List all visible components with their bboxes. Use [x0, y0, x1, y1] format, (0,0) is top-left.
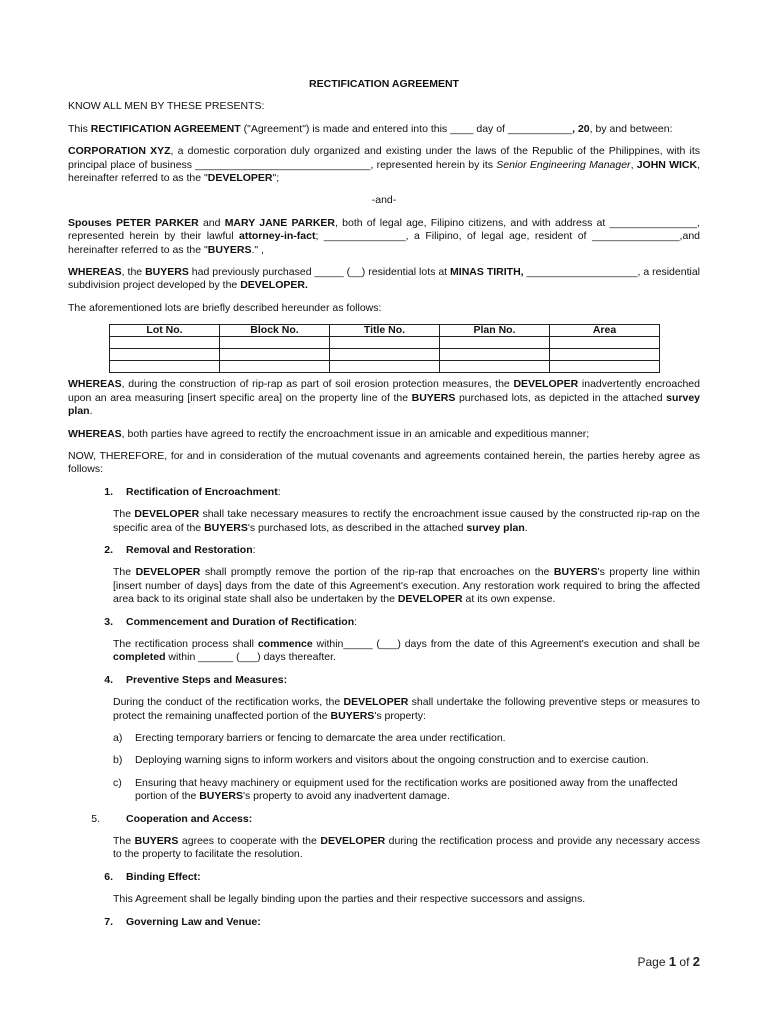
section-title: Preventive Steps and Measures:	[126, 673, 288, 686]
intro-line: KNOW ALL MEN BY THESE PRESENTS:	[68, 100, 265, 113]
developer-party-paragraph: CORPORATION XYZ, a domestic corporation duly organized and existing under the laws of the Republic of the Philippines, with its principal place of business ______________________________, represented herein by its Senior Engineering Manager, JOHN WICK, hereinafter referred to as the "DEVELOPER";	[68, 145, 701, 185]
current-page-number: 1	[668, 954, 677, 969]
section-4-body: During the conduct of the rectification works, the DEVELOPER shall undertake the following preventive steps or measures to protect the remaining unaffected portion of the BUYERS's property:	[113, 696, 700, 722]
section-title: Removal and Restoration	[126, 543, 253, 556]
buyers-party-paragraph: Spouses PETER PARKER and MARY JANE PARKER, both of legal age, Filipino citizens, and with address at _______________, represented herein by their lawful attorney-in-fact; ______________, a Filipino, of legal age, resident of _______________,and hereinafter referred to as the "BUYERS." ,	[68, 216, 701, 256]
list-item: b) Deploying warning signs to inform workers and visitors about the ongoing construction and to exercise caution.	[113, 754, 649, 767]
table-row	[110, 361, 660, 373]
whereas-agreement-paragraph: WHEREAS, both parties have agreed to rectify the encroachment issue in an amicable and expeditious manner;	[68, 427, 590, 440]
page-number-footer: Page 1 of 2	[637, 954, 700, 969]
header-title-no: Title No.	[330, 325, 440, 337]
table-cell	[550, 337, 660, 349]
lots-table-header-row	[110, 325, 660, 337]
and-separator: -and-	[371, 194, 397, 207]
section-7-heading	[68, 916, 700, 929]
header-area: Area	[550, 325, 660, 337]
table-cell	[550, 349, 660, 361]
section-title: Cooperation and Access:	[126, 812, 253, 825]
section-4-heading	[68, 674, 700, 687]
total-page-count: 2	[692, 954, 700, 969]
section-title: Binding Effect:	[126, 870, 201, 883]
table-cell	[220, 361, 330, 373]
table-cell	[330, 337, 440, 349]
section-3-body: The rectification process shall commence within_____ (___) days from the date of this Agreement's execution and shall be completed within ______ (___) days thereafter.	[113, 637, 700, 664]
table-cell	[440, 349, 550, 361]
section-number: 2.	[104, 543, 113, 556]
table-row	[110, 337, 660, 349]
section-1-body: The DEVELOPER shall take necessary measures to rectify the encroachment issue caused by the constructed rip-rap on the specific area of the BUYERS's purchased lots, as described in the attached survey plan.	[113, 508, 701, 534]
whereas-purchase-paragraph: WHEREAS, the BUYERS had previously purchased _____ (__) residential lots at MINAS TIRITH, ___________________, a residential subdivision project developed by the DEVELOPER.	[68, 266, 700, 292]
section-5-body: The BUYERS agrees to cooperate with the DEVELOPER during the rectification process and provide any necessary access to the property to facilitate the resolution.	[113, 835, 700, 861]
table-cell	[440, 361, 550, 373]
table-cell	[440, 337, 550, 349]
table-cell	[110, 361, 220, 373]
table-cell	[220, 349, 330, 361]
section-number: 3.	[104, 615, 113, 628]
section-number: 7.	[104, 915, 113, 928]
section-title: Commencement and Duration of Rectification	[126, 615, 355, 628]
document-body	[68, 78, 700, 938]
table-cell	[330, 349, 440, 361]
table-cell	[110, 337, 220, 349]
whereas-encroachment-paragraph: WHEREAS, during the construction of rip-rap as part of soil erosion protection measures, the DEVELOPER inadvertently encroached upon an area measuring [insert specific area] on the property line of the BUYERS purchased lots, as depicted in the attached survey plan.	[68, 378, 701, 418]
section-2-body: The DEVELOPER shall promptly remove the portion of the rip-rap that encroaches on the BUYERS's property line within [insert number of days] days from the date of this Agreement's execution. Any restoration work required to bring the affected area back to its original state shall also be undertaken by the DEVELOPER at its own expense.	[113, 566, 701, 606]
table-cell	[220, 337, 330, 349]
section-title: Governing Law and Venue:	[126, 915, 261, 928]
section-number: 5.	[91, 812, 100, 825]
opening-paragraph: This RECTIFICATION AGREEMENT ("Agreement") is made and entered into this ____ day of ___________, 20, by and between:	[68, 122, 673, 135]
section-5-heading	[68, 813, 700, 826]
section-number: 6.	[104, 870, 113, 883]
table-cell	[550, 361, 660, 373]
section-3-heading: 3. Commencement and Duration of Rectification:	[68, 616, 700, 629]
list-item: c) Ensuring that heavy machinery or equipment used for the rectification works are positioned away from the unaffected portion of the BUYERS's property to avoid any inadvertent damage.	[113, 776, 678, 803]
section-6-heading	[68, 871, 700, 884]
table-cell	[330, 361, 440, 373]
document-title: RECTIFICATION AGREEMENT	[309, 78, 459, 90]
section-6-body: This Agreement shall be legally binding upon the parties and their respective successors and assigns.	[113, 893, 586, 906]
section-2-heading: 2. Removal and Restoration:	[68, 544, 700, 557]
section-1-heading: 1. Rectification of Encroachment:	[68, 486, 700, 499]
header-block-no: Block No.	[220, 325, 330, 337]
now-therefore-paragraph: NOW, THEREFORE, for and in consideration of the mutual covenants and agreements contained herein, the parties hereby agree as follows:	[68, 449, 700, 476]
table-cell	[110, 349, 220, 361]
section-number: 1.	[104, 485, 113, 498]
table-row	[110, 349, 660, 361]
section-title: Rectification of Encroachment	[126, 485, 278, 498]
lots-description-intro: The aforementioned lots are briefly described hereunder as follows:	[68, 301, 382, 314]
header-plan-no: Plan No.	[440, 325, 550, 337]
header-lot-no: Lot No.	[110, 325, 220, 337]
section-number: 4.	[104, 673, 113, 686]
lots-table	[109, 324, 660, 373]
list-item: a) Erecting temporary barriers or fencing to demarcate the area under rectification.	[113, 732, 506, 744]
